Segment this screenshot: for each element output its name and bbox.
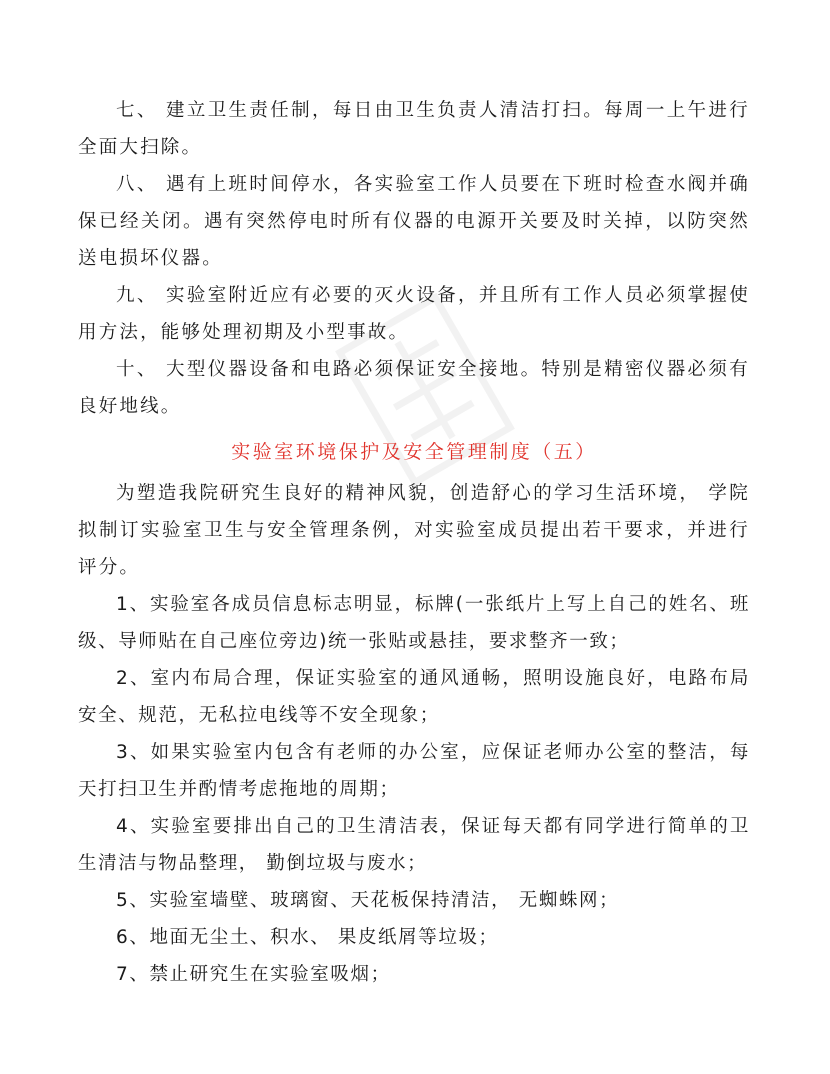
section-title: 实验室环境保护及安全管理制度（五） (231, 441, 597, 463)
paragraph-8: 八、 遇有上班时间停水，各实验室工作人员要在下班时检查水阀并确保已经关闭。遇有突然停电时所有仪器的电源开关要及时关掉，以防突然送电损坏仪器。 (78, 174, 750, 269)
rule-4: 4、实验室要排出自己的卫生清洁表，保证每天都有同学进行简单的卫生清洁与物品整理， 勤倒垃圾与废水； (78, 816, 750, 874)
rule-6: 6、地面无尘土、积水、 果皮纸屑等垃圾； (116, 927, 499, 948)
intro-paragraph: 为塑造我院研究生良好的精神风貌，创造舒心的学习生活环境， 学院拟制订实验室卫生与安全管理条例，对实验室成员提出若干要求，并进行评分。 (78, 483, 750, 578)
rule-2: 2、室内布局合理，保证实验室的通风通畅，照明设施良好，电路布局安全、规范，无私拉电线等不安全现象； (78, 668, 750, 726)
rule-5: 5、实验室墙壁、玻璃窗、天花板保持清洁， 无蜘蛛网； (116, 890, 620, 911)
rule-1: 1、实验室各成员信息标志明显，标牌(一张纸片上写上自己的姓名、班级、导师贴在自己座位旁边)统一张贴或悬挂，要求整齐一致； (78, 594, 750, 652)
rule-7: 7、禁止研究生在实验室吸烟； (116, 964, 391, 985)
document-body (78, 92, 750, 993)
paragraph-10: 十、 大型仪器设备和电路必须保证安全接地。特别是精密仪器必须有良好地线。 (78, 359, 750, 417)
paragraph-9: 九、 实验室附近应有必要的灭火设备，并且所有工作人员必须掌握使用方法，能够处理初期及小型事故。 (78, 285, 750, 343)
rule-3: 3、如果实验室内包含有老师的办公室，应保证老师办公室的整洁，每天打扫卫生并酌情考虑拖地的周期； (78, 742, 750, 800)
paragraph-7: 七、 建立卫生责任制，每日由卫生负责人清洁打扫。每周一上午进行全面大扫除。 (78, 100, 750, 158)
